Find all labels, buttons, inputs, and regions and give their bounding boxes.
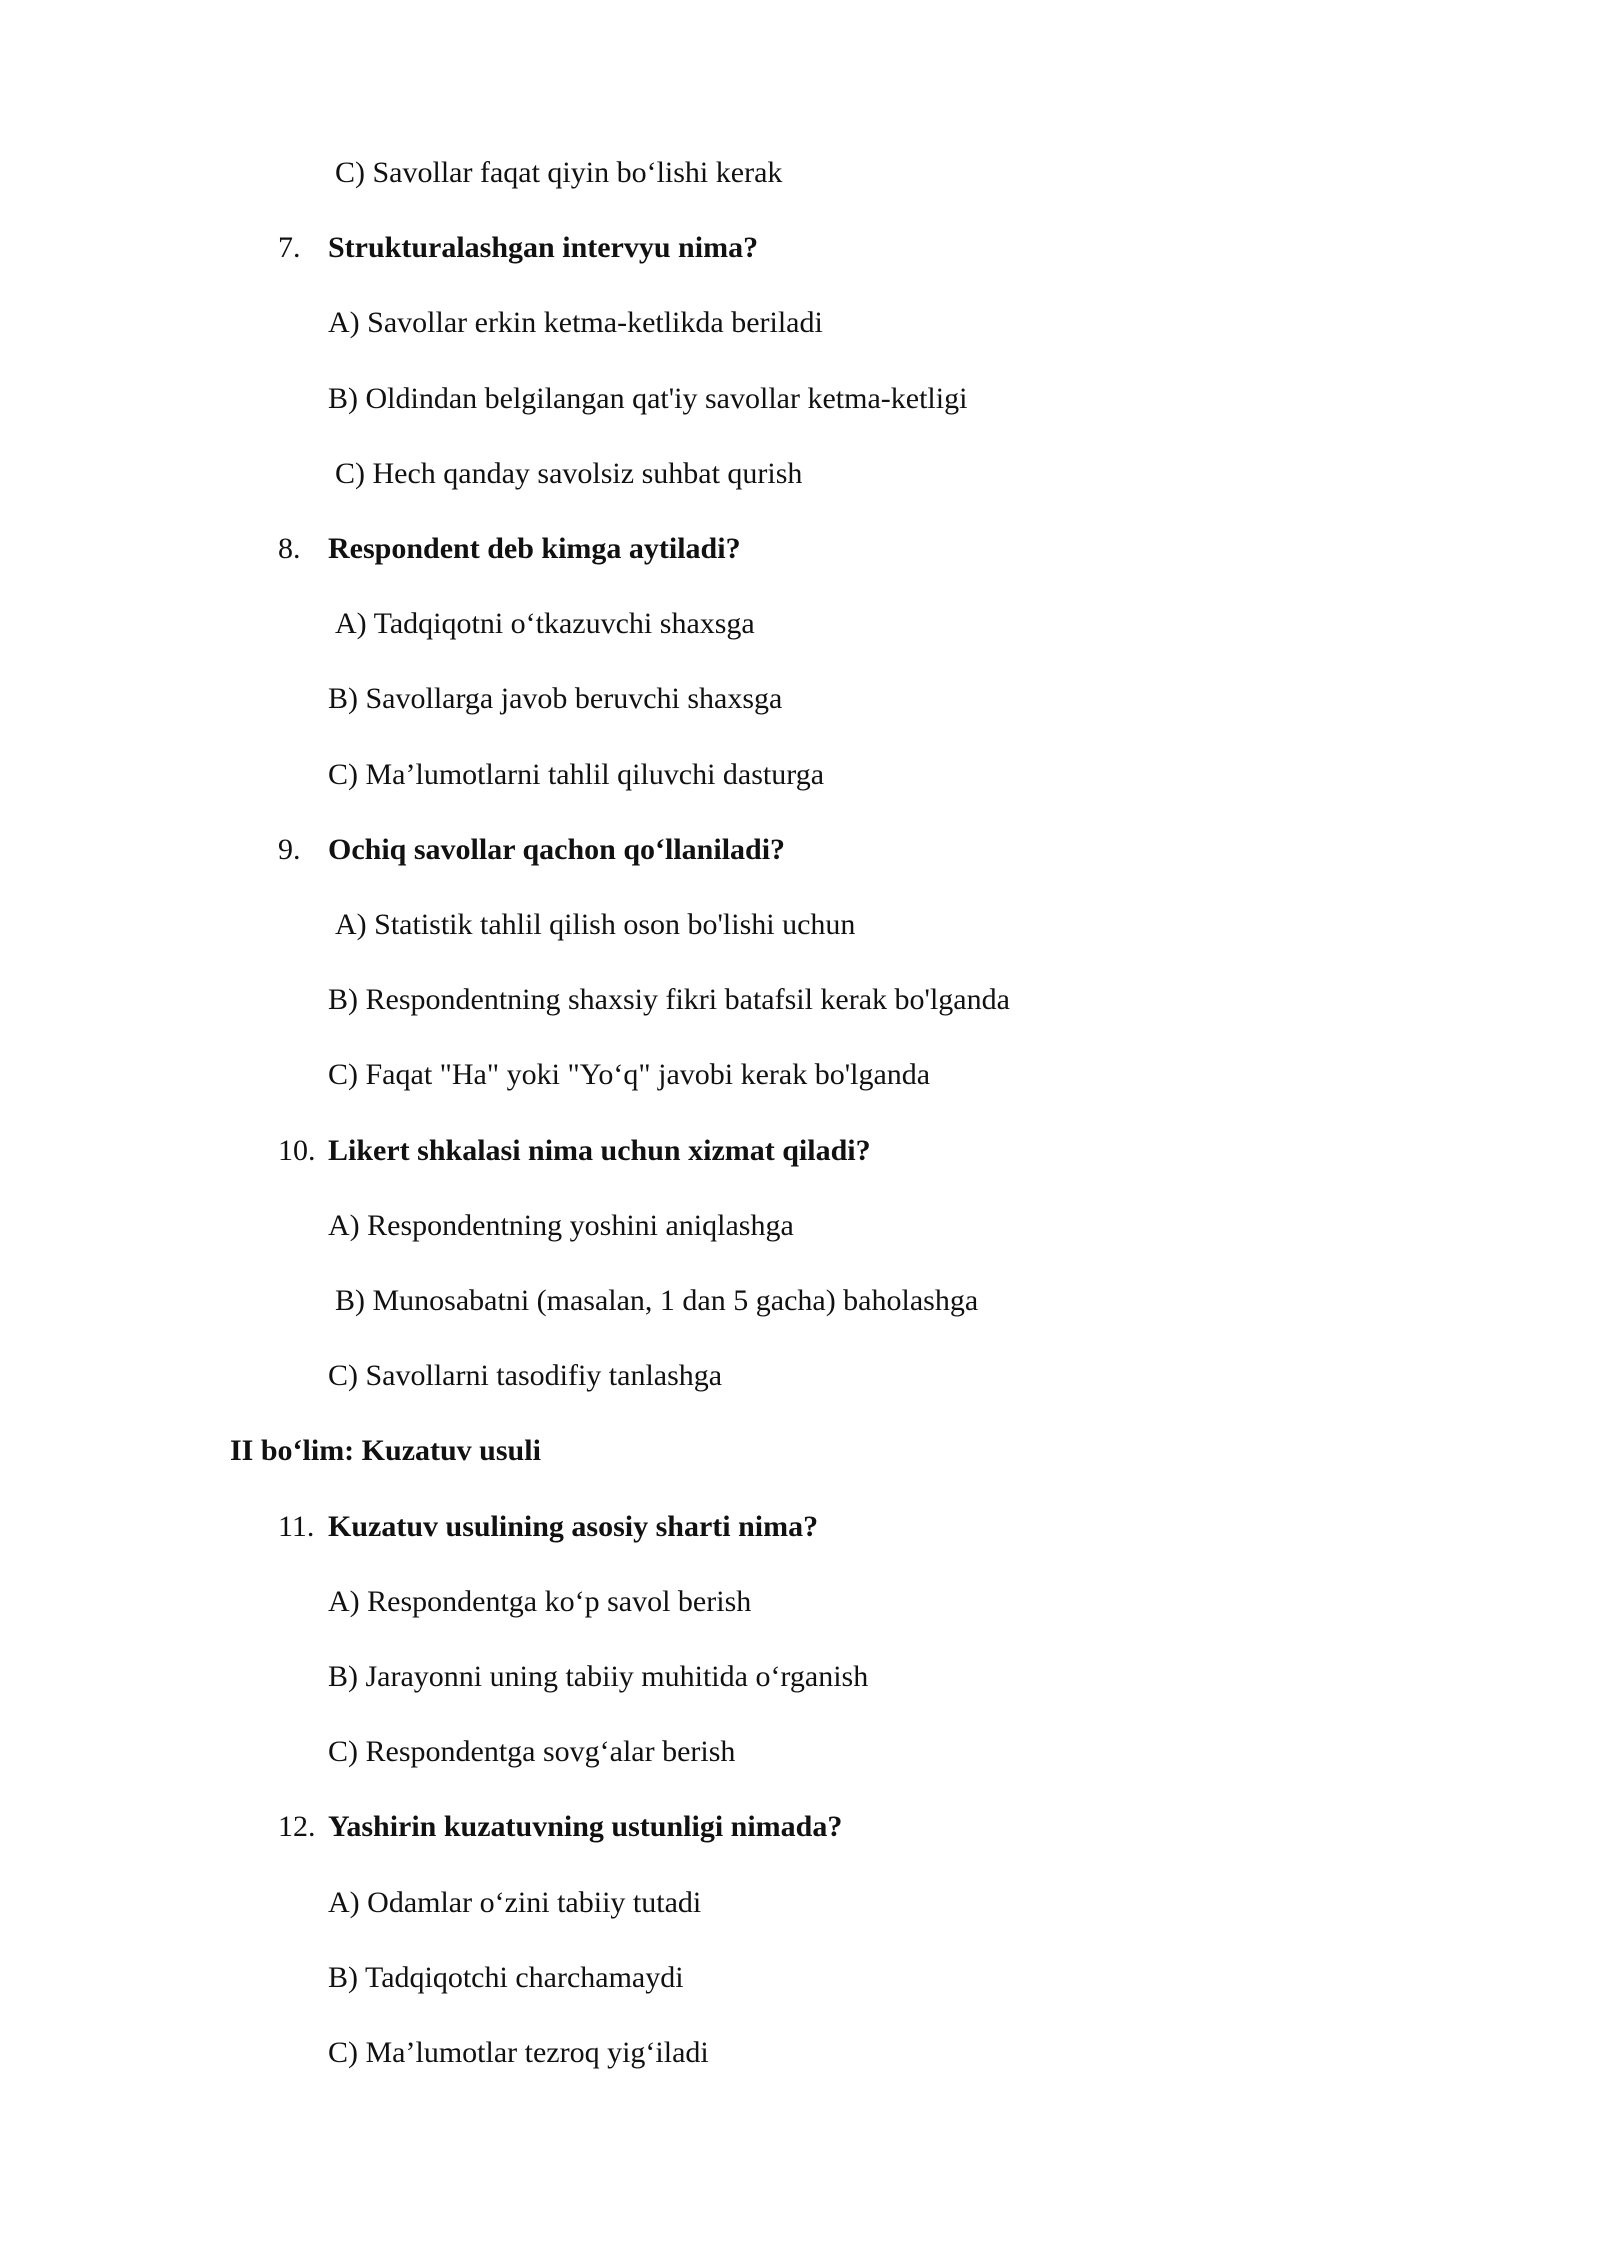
question-text: Strukturalashgan intervyu nima? bbox=[328, 231, 759, 264]
question-text: Yashirin kuzatuvning ustunligi nimada? bbox=[328, 1810, 843, 1843]
section-heading: II bo‘lim: Kuzatuv usuli bbox=[230, 1434, 541, 1467]
answer-option: B) Respondentning shaxsiy fikri batafsil kerak bo'lganda bbox=[328, 983, 1010, 1016]
answer-option: C) Respondentga sovg‘alar berish bbox=[328, 1735, 736, 1768]
answer-option: C) Savollarni tasodifiy tanlashga bbox=[328, 1359, 723, 1392]
question-text: Respondent deb kimga aytiladi? bbox=[328, 532, 741, 565]
question-number: 11. bbox=[278, 1510, 315, 1543]
question-number: 10. bbox=[278, 1134, 316, 1167]
answer-option: C) Ma’lumotlar tezroq yig‘iladi bbox=[328, 2036, 709, 2069]
answer-option: C) Ma’lumotlarni tahlil qiluvchi dasturga bbox=[328, 758, 825, 791]
answer-option: B) Munosabatni (masalan, 1 dan 5 gacha) baholashga bbox=[335, 1284, 979, 1317]
answer-option: A) Respondentga ko‘p savol berish bbox=[328, 1585, 752, 1618]
answer-option: B) Jarayonni uning tabiiy muhitida o‘rganish bbox=[328, 1660, 869, 1693]
question-text: Kuzatuv usulining asosiy sharti nima? bbox=[328, 1510, 819, 1543]
answer-option: C) Faqat "Ha" yoki "Yo‘q" javobi kerak bo'lganda bbox=[328, 1058, 931, 1091]
answer-option: A) Tadqiqotni o‘tkazuvchi shaxsga bbox=[335, 607, 755, 640]
answer-option: A) Statistik tahlil qilish oson bo'lishi uchun bbox=[335, 908, 856, 941]
question-number: 9. bbox=[278, 833, 301, 866]
answer-option: A) Odamlar o‘zini tabiiy tutadi bbox=[328, 1886, 702, 1919]
question-number: 7. bbox=[278, 231, 301, 264]
answer-option: C) Savollar faqat qiyin bo‘lishi kerak bbox=[335, 156, 783, 189]
answer-option: B) Savollarga javob beruvchi shaxsga bbox=[328, 682, 783, 715]
question-text: Likert shkalasi nima uchun xizmat qiladi? bbox=[328, 1134, 871, 1167]
answer-option: A) Savollar erkin ketma-ketlikda beriladi bbox=[328, 306, 823, 339]
question-number: 8. bbox=[278, 532, 301, 565]
question-number: 12. bbox=[278, 1810, 316, 1843]
answer-option: B) Oldindan belgilangan qat'iy savollar ketma-ketligi bbox=[328, 382, 968, 415]
answer-option: A) Respondentning yoshini aniqlashga bbox=[328, 1209, 794, 1242]
answer-option: C) Hech qanday savolsiz suhbat qurish bbox=[335, 457, 803, 490]
answer-option: B) Tadqiqotchi charchamaydi bbox=[328, 1961, 684, 1994]
question-text: Ochiq savollar qachon qo‘llaniladi? bbox=[328, 833, 786, 866]
